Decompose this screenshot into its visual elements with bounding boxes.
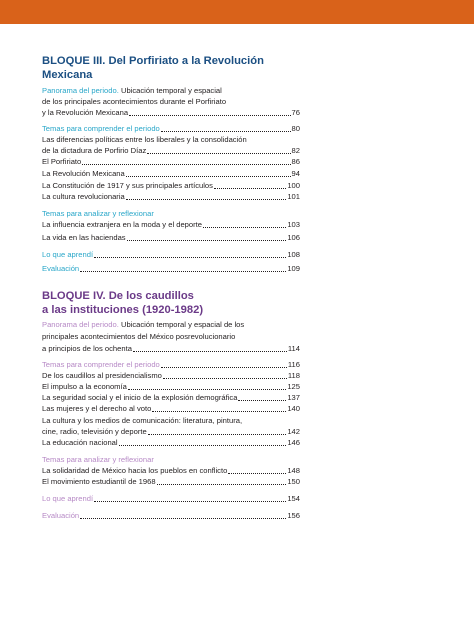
toc-entry[interactable] — [42, 344, 300, 354]
toc-entry[interactable] — [42, 169, 300, 179]
bloque4-evaluacion-label: Evaluación — [42, 511, 80, 520]
toc-entry[interactable] — [42, 250, 300, 260]
leader-dots — [94, 500, 286, 502]
leader-dots — [147, 152, 290, 154]
leader-dots — [228, 472, 286, 474]
toc-entry-page: 118 — [287, 371, 300, 380]
toc-entry[interactable] — [42, 404, 300, 414]
toc-entry-page: 116 — [287, 360, 300, 369]
toc-entry-label: La vida en las haciendas — [42, 233, 126, 242]
toc-entry-label: La cultura revolucionaria — [42, 192, 125, 201]
leader-dots — [128, 388, 286, 390]
toc-entry[interactable] — [42, 157, 300, 167]
toc-entry-page: 86 — [291, 157, 300, 166]
bloque4-title-line1: BLOQUE IV. De los caudillos — [42, 290, 194, 302]
toc-entry-label: La Revolución Mexicana — [42, 169, 125, 178]
toc-entry-line1: La cultura y los medios de comunicación: literatura, pintura, — [42, 416, 243, 425]
toc-entry-page: 103 — [287, 220, 300, 229]
toc-entry-label: de la dictadura de Porfirio Díaz — [42, 146, 147, 155]
bloque3-temas-analizar-label: Temas para analizar y reflexionar — [42, 209, 154, 218]
toc-entry[interactable] — [42, 108, 300, 118]
bloque4-panorama-label: Panorama del periodo. — [42, 320, 119, 329]
bloque4-temas-comprender-label: Temas para comprender el periodo — [42, 360, 160, 369]
toc-entry-page: 125 — [287, 382, 300, 391]
bloque3-temas-comprender-label: Temas para comprender el periodo — [42, 124, 160, 133]
toc-entry-label: La influencia extranjera en la moda y el deporte — [42, 220, 202, 229]
toc-entry[interactable] — [42, 146, 300, 156]
toc-entry[interactable] — [42, 511, 300, 521]
bloque4-temas-analizar-label: Temas para analizar y reflexionar — [42, 455, 154, 464]
toc-entry-label: cine, radio, televisión y deporte — [42, 427, 147, 436]
bloque3-evaluacion-label: Evaluación — [42, 264, 80, 273]
toc-entry-label: La educación nacional — [42, 438, 118, 447]
leader-dots — [133, 350, 287, 352]
toc-entry-line1: Las diferencias políticas entre los liberales y la consolidación — [42, 135, 247, 144]
bloque3-panorama-line1 — [42, 86, 300, 96]
leader-dots — [82, 163, 290, 165]
leader-dots — [129, 114, 290, 116]
bloque4-panorama-line1 — [42, 320, 300, 330]
toc-entry-page: 156 — [287, 511, 300, 520]
leader-dots — [157, 483, 287, 485]
leader-dots — [203, 226, 286, 228]
toc-entry[interactable] — [42, 220, 300, 230]
bloque3-panorama-label: Panorama del periodo. — [42, 86, 119, 95]
leader-dots — [127, 239, 287, 241]
leader-dots — [126, 175, 291, 177]
toc-entry-page: 154 — [287, 494, 300, 503]
leader-dots — [80, 270, 286, 272]
toc-entry-page: 109 — [287, 264, 300, 273]
toc-entry[interactable] — [42, 192, 300, 202]
leader-dots — [161, 366, 287, 368]
toc-entry-page: 80 — [291, 124, 300, 133]
toc-entry[interactable] — [42, 477, 300, 487]
leader-dots — [94, 256, 286, 258]
toc-entry[interactable] — [42, 233, 300, 243]
toc-entry-page: 94 — [291, 169, 300, 178]
toc-entry[interactable] — [42, 264, 300, 274]
toc-entry[interactable] — [42, 466, 300, 476]
leader-dots — [148, 433, 287, 435]
leader-dots — [161, 130, 291, 132]
bloque3-title-line2: Mexicana — [42, 68, 93, 81]
toc-entry-page: 148 — [287, 466, 300, 475]
leader-dots — [214, 187, 286, 189]
toc-entry-page: 114 — [287, 344, 300, 353]
toc-entry[interactable] — [42, 124, 300, 134]
toc-entry-page: 82 — [291, 146, 300, 155]
toc-entry[interactable] — [42, 181, 300, 191]
bloque4-title — [42, 290, 203, 317]
toc-entry-page: 76 — [291, 108, 300, 117]
toc-entry-page: 150 — [287, 477, 300, 486]
leader-dots — [238, 399, 286, 401]
toc-entry[interactable] — [42, 360, 300, 370]
toc-entry-label: El impulso a la economía — [42, 382, 127, 391]
toc-entry[interactable] — [42, 382, 300, 392]
toc-entry-label: El movimiento estudiantil de 1968 — [42, 477, 156, 486]
bloque3-panorama-text1: Ubicación temporal y espacial — [118, 86, 222, 95]
bloque4-title-line2: a las instituciones (1920-1982) — [42, 303, 204, 316]
toc-entry-page: 142 — [287, 427, 300, 436]
toc-entry-page: 100 — [287, 181, 300, 190]
toc-entry-page: 137 — [287, 393, 300, 402]
bloque3-title-line1: BLOQUE III. Del Porfiriato a la Revolución — [42, 55, 264, 67]
toc-entry-label: El Porfiriato — [42, 157, 82, 166]
leader-dots — [126, 198, 287, 200]
bloque3-title — [42, 55, 264, 82]
toc-entry-page: 140 — [287, 404, 300, 413]
toc-entry[interactable] — [42, 371, 300, 381]
leader-dots — [152, 410, 286, 412]
toc-entry[interactable] — [42, 427, 300, 437]
toc-entry-page: 108 — [287, 250, 300, 259]
leader-dots — [163, 377, 287, 379]
bloque4-lo-que-aprendi-label: Lo que aprendí — [42, 494, 94, 503]
toc-entry-label: La solidaridad de México hacia los pueblos en conflicto — [42, 466, 228, 475]
toc-entry-label: La Constitución de 1917 y sus principales artículos — [42, 181, 213, 190]
bloque4-panorama-text1: Ubicación temporal y espacial de los — [118, 320, 245, 329]
toc-entry-page: 106 — [287, 233, 300, 242]
bloque4-panorama-line2: principales acontecimientos del México posrevolucionario — [42, 332, 236, 341]
toc-entry-label: Las mujeres y el derecho al voto — [42, 404, 152, 413]
toc-entry[interactable] — [42, 438, 300, 448]
toc-entry-page: 146 — [287, 438, 300, 447]
bloque3-lo-que-aprendi-label: Lo que aprendí — [42, 250, 94, 259]
toc-entry-label: y la Revolución Mexicana — [42, 108, 129, 117]
bloque3-panorama-line2: de los principales acontecimientos durante el Porfiriato — [42, 97, 227, 106]
toc-entry-label: La seguridad social y el inicio de la explosión demográfica — [42, 393, 238, 402]
toc-entry-label: a principios de los ochenta — [42, 344, 132, 353]
toc-entry[interactable] — [42, 494, 300, 504]
toc-entry-label: De los caudillos al presidencialismo — [42, 371, 162, 380]
leader-dots — [80, 517, 286, 519]
toc-entry-page: 101 — [287, 192, 300, 201]
toc-entry[interactable] — [42, 393, 300, 403]
leader-dots — [119, 444, 287, 446]
